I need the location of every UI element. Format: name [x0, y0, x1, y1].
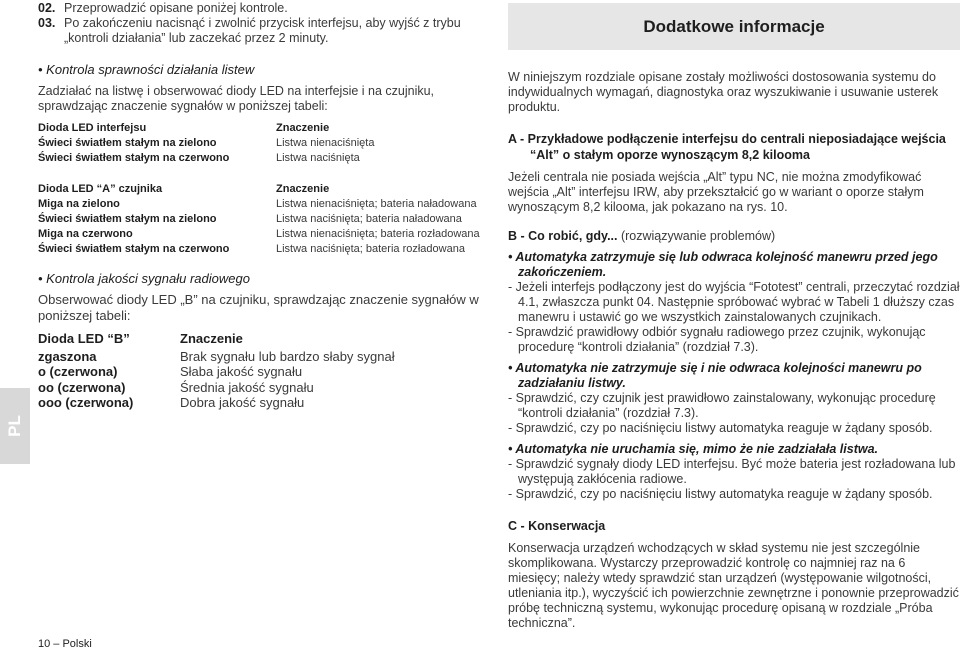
step-text: Po zakończeniu nacisnąć i zwolnić przycisk interfejsu, aby wyjść z trybu „kontroli działania” lub zaczekać przez 2 minuty.	[64, 16, 461, 45]
sensor-led-a-table	[38, 182, 480, 257]
problem-title: • Automatyka nie uruchamia się, mimo że nie zadziałała listwa.	[508, 442, 879, 456]
table-row: ooo (czerwona) Dobra jakość sygnału	[38, 395, 305, 410]
table-row: Świeci światłem stałym na czerwono Listwa naciśnięta	[38, 152, 360, 164]
section-a-heading: A - Przykładowe podłączenie interfejsu do centrali nieposiadające wejścia “Alt” o stałym oporze wynoszącym 8,2 kilooma	[508, 132, 946, 162]
table-row: o (czerwona) Słaba jakość sygnału	[38, 364, 303, 379]
section-a-text: Jeżeli centrala nie posiada wejścia „Alt” typu NC, nie można zmodyfikować wejścia „Alt” interfejsu IRW, aby przekształcić go w wariant o oporze stałym wynoszącym 8,2 kiloома, jak pokazano na rys. 10.	[508, 170, 924, 214]
problem-line: - Sprawdzić, czy czujnik jest prawidłowo zainstalowany, wykonując procedurę “kontroli działania” (rozdział 7.3).	[508, 391, 936, 420]
page-footer: 10 – Polski	[38, 638, 92, 650]
table-row: oo (czerwona) Średnia jakość sygnału	[38, 379, 314, 395]
table-header: Dioda LED “A” czujnika Znaczenie	[38, 183, 330, 195]
section-c	[508, 518, 960, 631]
problem-line: - Jeżeli interfejs podłączony jest do wyjścia “Fototest” centrali, przeczytać rozdział 4.1, zwłaszcza punkt 04. Następnie spróbować wybrać w Tabeli 1 dłuższy czas manewru i ustawić go we wszystkich zainstalowanych czujnikach.	[508, 280, 960, 324]
section-c-text: Konserwacja urządzeń wchodzących w skład systemu nie jest szczególnie skomplikowana. Wystarczy przeprowadzić kontrolę co najmniej raz na 6 miesięcy; należy wtedy sprawdzić stan urządzeń (występowanie wilgotności, utleniania itp.), wyczyścić ich powierzchnie zewnętrzne i ponownie przeprowadzić próbę techniczną systemu, wykonując procedurę opisaną w rozdziale „Próba techniczna”.	[508, 541, 959, 630]
table-row: Świeci światłem stałym na zielono Listwa naciśnięta; bateria naładowana	[38, 213, 462, 225]
section-b-heading-suffix: (rozwiązywanie problemów)	[617, 229, 776, 243]
section-c-heading: C - Konserwacja	[508, 519, 606, 533]
language-label: PL	[4, 415, 24, 437]
sensor-led-b-table	[38, 331, 395, 411]
section-text: Zadziałać na listwę i obserwować diody LED na interfejsie i na czujniku, sprawdzając znaczenie sygnałów w poniższej tabeli:	[38, 84, 435, 113]
table-header: Dioda LED interfejsu Znaczenie	[38, 122, 330, 134]
section-title: Dodatkowe informacje	[643, 16, 825, 36]
problem-item	[508, 361, 960, 436]
steps	[38, 1, 493, 46]
step-number: 02.	[38, 1, 56, 15]
problem-item	[508, 250, 960, 355]
table-header: Dioda LED “B” Znaczenie	[38, 331, 243, 346]
table-row: Miga na zielono Listwa nienaciśnięta; bateria naładowana	[38, 198, 477, 210]
section-b-heading-line	[508, 228, 960, 244]
section-a	[508, 131, 960, 215]
section-heading: • Kontrola sprawności działania listew	[38, 62, 255, 77]
problem-title: • Automatyka zatrzymuje się lub odwraca kolejność manewru przed jego zakończeniem.	[508, 250, 938, 279]
step-number: 03.	[38, 16, 56, 30]
section-b-heading: B - Co robić, gdy...	[508, 229, 618, 243]
section-b	[508, 228, 960, 502]
section-heading: • Kontrola jakości sygnału radiowego	[38, 271, 250, 286]
step-03	[38, 16, 493, 46]
section-strip-check	[38, 62, 493, 114]
problem-item	[508, 442, 960, 502]
problem-line: - Sprawdzić, czy po naciśnięciu listwy automatyka reaguje w żądany sposób.	[508, 421, 933, 435]
step-text: Przeprowadzić opisane poniżej kontrole.	[64, 1, 288, 15]
interface-led-table	[38, 121, 374, 166]
intro-text: W niniejszym rozdziale opisane zostały możliwości dostosowania systemu do indywidualnych wymagań, diagnostyka oraz wyszukiwanie i usuwanie usterek produktu.	[508, 70, 939, 114]
table-row: Świeci światłem stałym na zielono Listwa nienaciśnięta	[38, 137, 375, 149]
table-row: Miga na czerwono Listwa nienaciśnięta; bateria rozładowana	[38, 228, 480, 240]
problem-line: - Sprawdzić, czy po naciśnięciu listwy automatyka reaguje w żądany sposób.	[508, 487, 933, 501]
section-text: Obserwować diody LED „B” na czujniku, sprawdzając znaczenie sygnałów w poniższej tabeli:	[38, 292, 479, 323]
problem-title: • Automatyka nie zatrzymuje się i nie odwraca kolejności manewru po zadziałaniu listwy.	[508, 361, 922, 390]
problem-line: - Sprawdzić sygnały diody LED interfejsu. Być może bateria jest rozładowana lub występują zakłócenia radiowe.	[508, 457, 956, 486]
problem-line: - Sprawdzić prawidłowy odbiór sygnału radiowego przez czujnik, wykonując procedurę “kontroli działania” (rozdział 7.3).	[508, 325, 926, 354]
section-radio-check	[38, 271, 493, 324]
table-row: zgaszona Brak sygnału lub bardzo słaby sygnał	[38, 348, 395, 364]
language-tab	[0, 388, 30, 464]
section-title-box	[508, 3, 960, 50]
step-02	[38, 1, 493, 16]
table-row: Świeci światłem stałym na czerwono Listwa naciśnięta; bateria rozładowana	[38, 243, 465, 255]
